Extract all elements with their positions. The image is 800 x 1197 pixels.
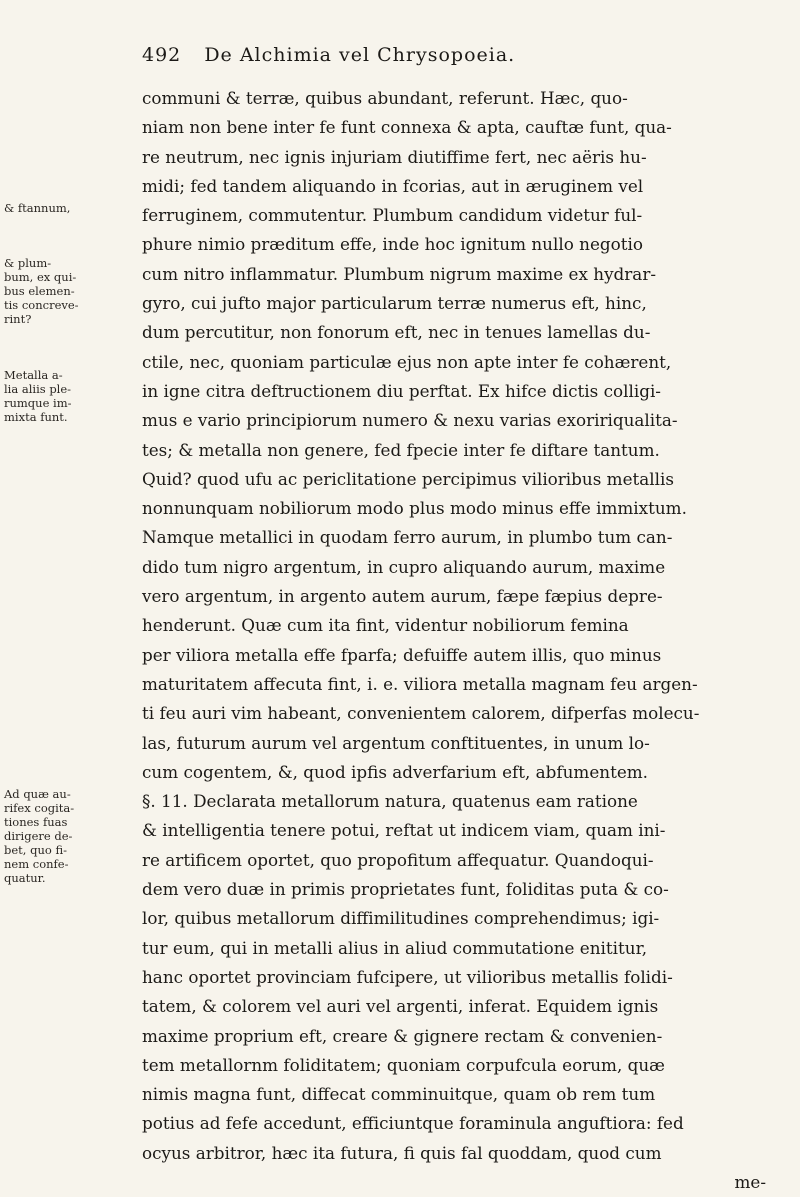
text-line: hanc oportet provinciam fufcipere, ut vilioribus metallis folidi- bbox=[142, 966, 673, 987]
text-line: dem vero duæ in primis proprietates funt, foliditas puta & co- bbox=[142, 879, 669, 900]
text-line: ferruginem, commutentur. Plumbum candidum videtur ful- bbox=[142, 205, 643, 226]
text-line: nimis magna funt, diffecat comminuitque, quam ob rem tum bbox=[142, 1084, 656, 1105]
text-line: phure nimio præditum effe, inde hoc ignitum nullo negotio bbox=[142, 234, 643, 255]
margin-note-aurifex: Ad quæ au- rifex cogita- tiones fuas dirigere de- bet, quo fi- nem confe- quatur. bbox=[4, 787, 75, 885]
margin-note-stannum: & ftannum, bbox=[4, 201, 71, 215]
text-line: ocyus arbitror, hæc ita futura, fi quis fal quoddam, quod cum bbox=[142, 1142, 662, 1163]
text-line: cum cogentem, &, quod ipfis adverfarium eft, abfumentem. bbox=[142, 761, 649, 782]
text-line: §. 11. Declarata metallorum natura, quatenus eam ratione bbox=[142, 791, 638, 812]
text-line: ctile, nec, quoniam particulæ ejus non apte inter fe cohærent, bbox=[142, 351, 672, 372]
body-text bbox=[142, 84, 792, 1197]
text-line: tes; & metalla non genere, fed fpecie inter fe diftare tantum. bbox=[142, 439, 660, 460]
text-line: per viliora metalla effe fparfa; defuiffe autem illis, quo minus bbox=[142, 644, 662, 665]
text-line: in igne citra deftructionem diu perftat. Ex hifce dictis colligi- bbox=[142, 380, 661, 401]
text-line: tur eum, qui in metalli alius in aliud commutatione enititur, bbox=[142, 937, 648, 958]
catchword: me- bbox=[734, 1171, 766, 1192]
running-header bbox=[142, 44, 762, 66]
text-line: dido tum nigro argentum, in cupro aliquando aurum, maxime bbox=[142, 556, 666, 577]
text-line: lor, quibus metallorum diffimilitudines comprehendimus; igi- bbox=[142, 908, 660, 929]
margin-note-metalla: Metalla a- lia aliis ple- rumque im- mixta funt. bbox=[4, 368, 72, 424]
text-line: potius ad fefe accedunt, efficiuntque foraminula anguftiora: fed bbox=[142, 1113, 684, 1134]
text-line: cum nitro inflammatur. Plumbum nigrum maxime ex hydrar- bbox=[142, 263, 657, 284]
text-line: re neutrum, nec ignis injuriam diutiffime fert, nec aëris hu- bbox=[142, 146, 647, 167]
text-line: maxime proprium eft, creare & gignere rectam & convenien- bbox=[142, 1025, 663, 1046]
text-line: niam non bene inter fe funt connexa & apta, cauftæ funt, qua- bbox=[142, 117, 672, 138]
text-line: re artificem oportet, quo propofitum affequatur. Quandoqui- bbox=[142, 849, 654, 870]
text-line: mus e vario principiorum numero & nexu varias exoririqualita- bbox=[142, 410, 678, 431]
text-line: vero argentum, in argento autem aurum, fæpe fæpius depre- bbox=[142, 586, 663, 607]
text-line: nonnunquam nobiliorum modo plus modo minus effe immixtum. bbox=[142, 498, 687, 519]
text-line: & intelligentia tenere potui, reftat ut indicem viam, quam ini- bbox=[142, 820, 666, 841]
text-line: dum percutitur, non fonorum eft, nec in tenues lamellas du- bbox=[142, 322, 651, 343]
page-number: 492 bbox=[142, 44, 182, 66]
text-line: Quid? quod ufu ac periclitatione percipimus vilioribus metallis bbox=[142, 468, 674, 489]
text-line: communi & terræ, quibus abundant, referunt. Hæc, quo- bbox=[142, 88, 628, 108]
text-line: henderunt. Quæ cum ita fint, videntur nobiliorum femina bbox=[142, 615, 629, 636]
text-line: tem metallornm foliditatem; quoniam corpufcula eorum, quæ bbox=[142, 1054, 665, 1075]
text-line: las, futurum aurum vel argentum conftituentes, in unum lo- bbox=[142, 732, 650, 753]
text-line: midi; fed tandem aliquando in fcorias, aut in æruginem vel bbox=[142, 175, 644, 196]
text-line: maturitatem affecuta fint, i. e. viliora metalla magnam feu argen- bbox=[142, 673, 698, 694]
margin-note-plumbum: & plum- bum, ex qui- bus elemen- tis concreve- rint? bbox=[4, 256, 79, 326]
running-title: De Alchimia vel Chrysopoeia. bbox=[204, 44, 516, 66]
text-line: ti feu auri vim habeant, convenientem calorem, difperfas molecu- bbox=[142, 703, 700, 724]
text-line: Namque metallici in quodam ferro aurum, in plumbo tum can- bbox=[142, 527, 673, 548]
text-line: gyro, cui jufto major particularum terræ numerus eft, hinc, bbox=[142, 293, 647, 314]
text-line: tatem, & colorem vel auri vel argenti, inferat. Equidem ignis bbox=[142, 996, 659, 1017]
